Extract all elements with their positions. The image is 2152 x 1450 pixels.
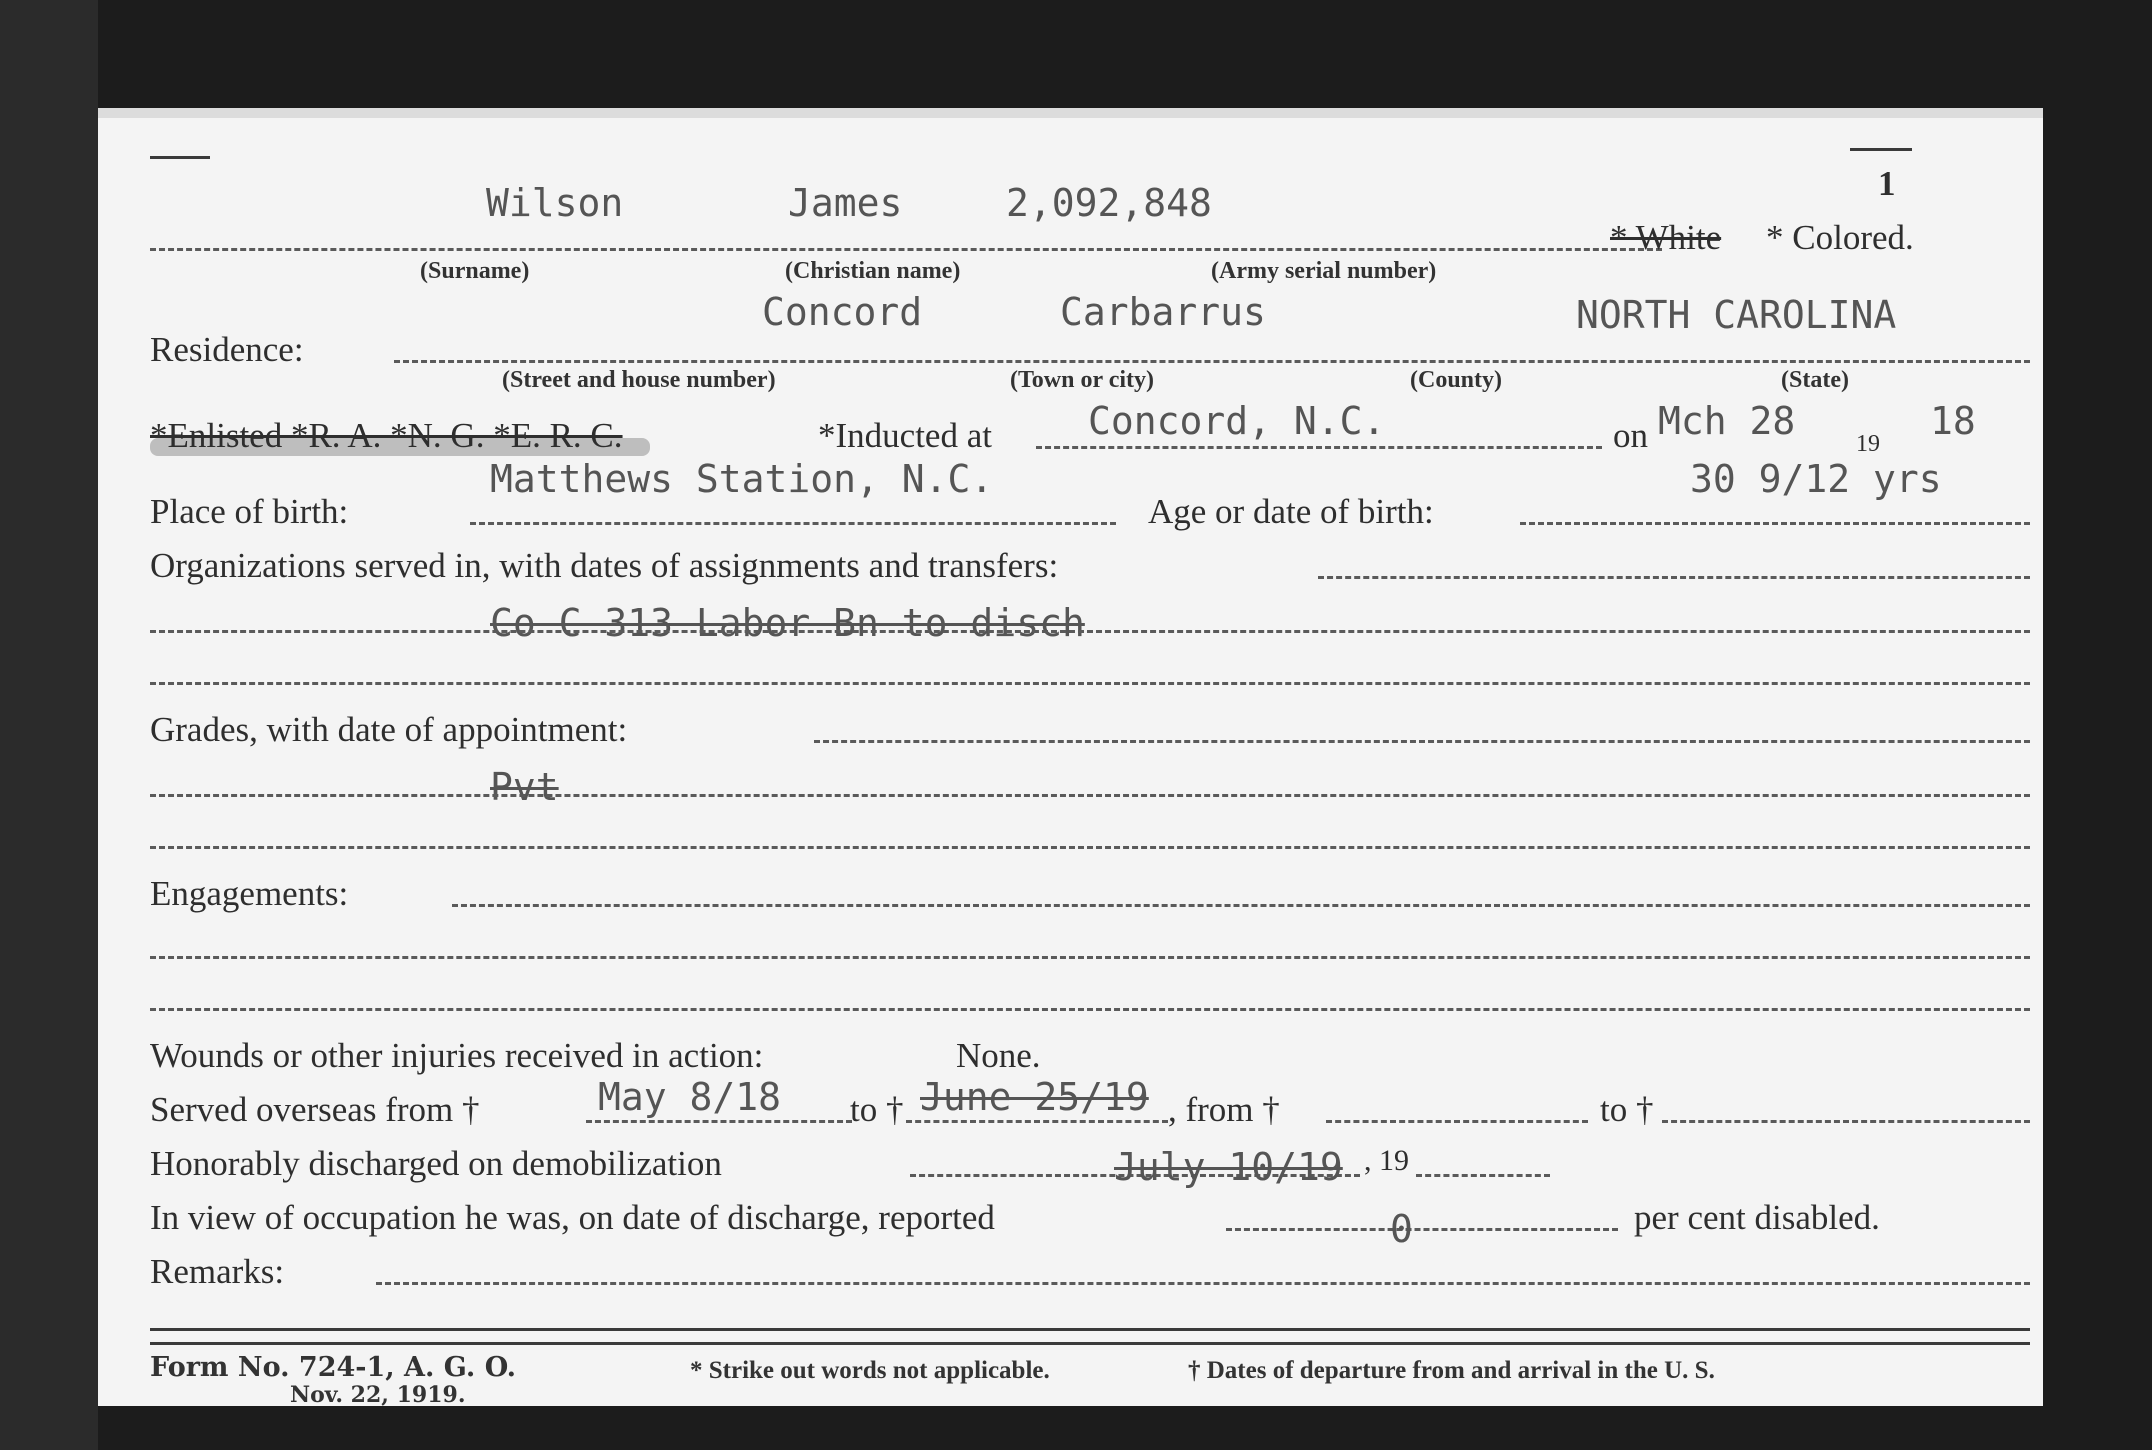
scanner-background	[0, 0, 98, 1450]
discharge-label: Honorably discharged on demobilization	[150, 1144, 722, 1183]
place-of-birth-line	[470, 522, 1116, 525]
state-caption: (State)	[1781, 367, 1849, 393]
christian-name-caption: (Christian name)	[785, 258, 961, 284]
grades-line-2	[150, 794, 2030, 797]
engagements-line-2	[150, 956, 2030, 959]
percent-disabled-label: per cent disabled.	[1634, 1198, 1880, 1237]
street-caption: (Street and house number)	[502, 367, 776, 393]
overseas-from-line	[586, 1120, 852, 1123]
induction-date-value: Mch 28	[1658, 399, 1796, 443]
top-right-rule	[1850, 148, 1912, 151]
inducted-label: *Inducted at	[818, 416, 992, 455]
organizations-label: Organizations served in, with dates of assignments and transfers:	[150, 546, 1059, 585]
organizations-line-1	[1318, 576, 2030, 579]
overseas-from-value: May 8/18	[598, 1075, 782, 1119]
county-caption: (County)	[1410, 367, 1503, 393]
form-date: Nov. 22, 1919.	[290, 1382, 466, 1406]
age-line	[1520, 522, 2030, 525]
race-white-option: * White	[1610, 218, 1722, 257]
overseas-to-line	[906, 1120, 1168, 1123]
remarks-label: Remarks:	[150, 1252, 285, 1291]
engagements-line-3	[150, 1008, 2030, 1011]
strike-out-note: * Strike out words not applicable.	[690, 1357, 1050, 1384]
remarks-line-1	[376, 1282, 2030, 1285]
remarks-line-2	[150, 1328, 2030, 1331]
organizations-line-3	[150, 682, 2030, 685]
inducted-place-value: Concord, N.C.	[1088, 399, 1386, 443]
grades-line-1	[814, 740, 2030, 743]
overseas-to-label: to †	[850, 1090, 904, 1129]
residence-label: Residence:	[150, 330, 304, 369]
christian-name-value: James	[788, 181, 903, 225]
wounds-label: Wounds or other injuries received in action:	[150, 1036, 764, 1075]
occupation-label: In view of occupation he was, on date of discharge, reported	[150, 1198, 995, 1237]
top-left-rule	[150, 156, 210, 159]
grades-line-3	[150, 846, 2030, 849]
disability-value: 0	[1390, 1207, 1413, 1251]
second-to-line	[1662, 1120, 2030, 1123]
age-label: Age or date of birth:	[1148, 492, 1434, 531]
induction-year-value: 18	[1930, 399, 1976, 443]
organization-value: Co C 313 Labor Bn to disch	[490, 601, 1085, 645]
residence-line	[394, 360, 2030, 363]
discharge-year-line	[1416, 1174, 1550, 1177]
page-number: 1	[1878, 164, 1896, 203]
dates-note: † Dates of departure from and arrival in the U. S.	[1188, 1357, 1715, 1384]
grade-value: Pvt	[490, 765, 559, 809]
second-from-line	[1326, 1120, 1588, 1123]
organizations-line-2	[150, 630, 2030, 633]
town-caption: (Town or city)	[1010, 367, 1154, 393]
engagements-line-1	[452, 904, 2030, 907]
place-of-birth-value: Matthews Station, N.C.	[490, 457, 994, 501]
county-value: Carbarrus	[1060, 290, 1266, 334]
second-from-label: , from †	[1168, 1090, 1280, 1129]
surname-caption: (Surname)	[420, 258, 530, 284]
place-of-birth-label: Place of birth:	[150, 492, 349, 531]
discharge-year-prefix: , 19	[1364, 1144, 1409, 1177]
form-number: Form No. 724-1, A. G. O.	[150, 1352, 517, 1383]
second-to-label: to †	[1600, 1090, 1654, 1129]
disability-line	[1226, 1228, 1618, 1231]
engagements-label: Engagements:	[150, 874, 349, 913]
year-prefix: 19	[1856, 431, 1880, 457]
age-value: 30 9/12 yrs	[1690, 457, 1942, 501]
card-top-edge	[98, 108, 2043, 118]
surname-value: Wilson	[486, 181, 624, 225]
army-serial-caption: (Army serial number)	[1211, 258, 1437, 284]
discharge-date-value: July 10/19	[1114, 1145, 1343, 1189]
wounds-value: None.	[956, 1036, 1041, 1075]
enlisted-struck-text: *Enlisted *R. A. *N. G. *E. R. C.	[150, 416, 623, 455]
state-value: NORTH CAROLINA	[1576, 293, 1897, 337]
inducted-line	[1036, 446, 1602, 449]
name-line	[150, 248, 1662, 251]
army-serial-value: 2,092,848	[1006, 181, 1212, 225]
overseas-label: Served overseas from †	[150, 1090, 480, 1129]
town-value: Concord	[762, 290, 923, 334]
race-colored-option: * Colored.	[1766, 218, 1914, 257]
service-record-card	[98, 108, 2043, 1406]
on-label: on	[1613, 416, 1648, 455]
footer-rule	[150, 1342, 2030, 1345]
grades-label: Grades, with date of appointment:	[150, 710, 628, 749]
overseas-to-value: June 25/19	[920, 1075, 1149, 1119]
